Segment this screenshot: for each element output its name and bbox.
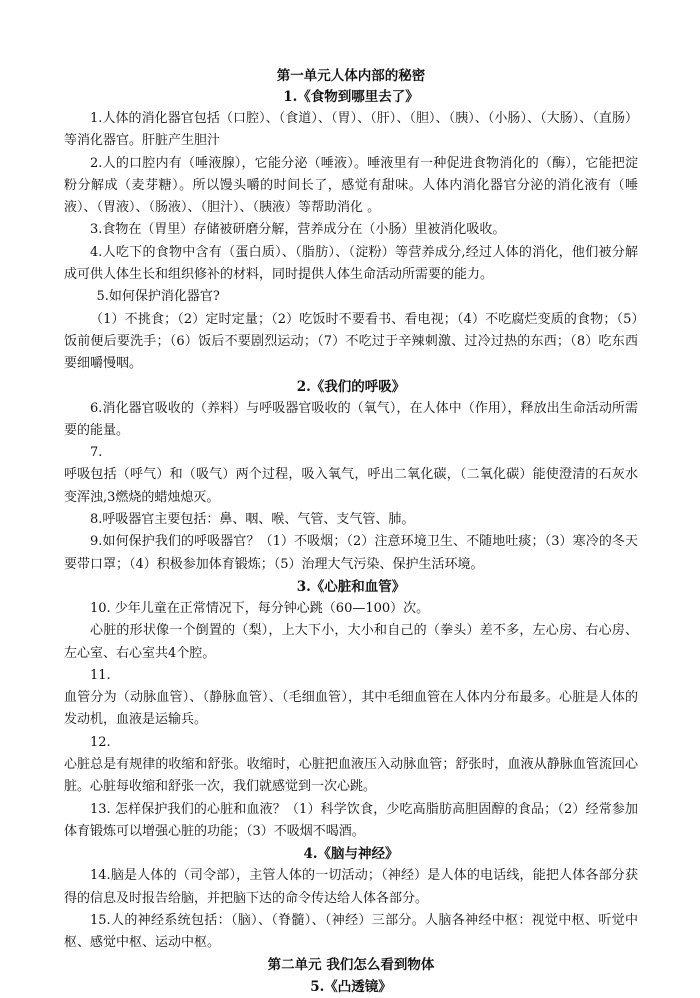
section-1-title: 1.《食物到哪里去了》 (283, 89, 419, 105)
item-12-number: 12. (90, 734, 111, 750)
item-1: 1.人体的消化器官包括（口腔）、（食道）、（胃）、（肝）、（胆）、（胰）、（小肠）、（大肠）、（直肠）等消化器官。肝脏产生胆汁 (64, 111, 638, 149)
unit-2-section-5-title: 5.《凸透镜》 (310, 979, 392, 996)
item-3: 3.食物在（胃里）存储被研磨分解，营养成分在（小肠）里被消化吸收。 (90, 222, 506, 238)
item-6: 6.消化器官吸收的（养料）与呼吸器官吸收的（氧气），在人体中（作用），释放出生命活动所需要的能量。 (64, 400, 638, 438)
item-11-number: 11. (90, 667, 111, 683)
section-4-title: 4.《脑与神经》 (303, 846, 399, 863)
unit-1-title: 第一单元人体内部的秘密 (276, 68, 426, 84)
item-10-heart-shape: 心脏的形状像一个倒置的（梨），上大下小，大小和自己的（拳头）差不多，左心房、右心房、左心室、右心室共4个腔。 (64, 623, 638, 661)
section-3-title: 3.《心脏和血管》 (296, 578, 406, 595)
item-11: 血管分为（动脉血管）、（静脉血管）、（毛细血管），其中毛细血管在人体内分布最多。心脏是人体的发动机，血液是运输兵。 (64, 690, 638, 728)
item-7-number: 7. (90, 445, 103, 461)
item-9: 9.如何保护我们的呼吸器官？（1）不吸烟；（2）注意环境卫生、不随地吐痰；（3）寒冷的冬天要带口罩；（4）积极参加体育锻炼；（5）治理大气污染、保护生活环境。 (64, 534, 638, 572)
section-2-title: 2.《我们的呼吸》 (296, 378, 406, 395)
item-8: 8.呼吸器官主要包括：鼻、咽、喉、气管、支气管、肺。 (90, 512, 415, 528)
item-14: 14.脑是人体的（司令部），主管人体的一切活动；（神经）是人体的电话线，能把人体各部分获得的信息及时报告给脑，并把脑下达的命令传达给人体各部分。 (64, 868, 638, 906)
unit-2-title: 第二单元 我们怎么看到物体 (267, 957, 435, 974)
item-2: 2.人的口腔内有（唾液腺），它能分泌（唾液）。唾液里有一种促进食物消化的（酶），它能把淀粉分解成（麦芽糖）。所以馒头嚼的时间长了，感觉有甜味。人体内消化器官分泌的消化液有（唾液）、（胃液）、（肠液）、（胆汁）、（胰液）等帮助消化 。 (64, 155, 638, 216)
item-15: 15.人的神经系统包括：（脑）、（脊髓）、（神经）三部分。人脑各神经中枢：视觉中枢、听觉中枢、感觉中枢、运动中枢。 (64, 912, 638, 951)
document-page (64, 66, 638, 998)
item-10: 10. 少年儿童在正常情况下，每分钟心跳（60—100）次。 (90, 600, 430, 616)
item-7: 呼吸包括（呼气）和（吸气）两个过程，吸入氧气，呼出二氧化碳，（二氧化碳）能使澄清的石灰水变浑浊,3燃烧的蜡烛熄灭。 (64, 467, 638, 505)
item-5-answer: （1）不挑食；（2）定时定量；（2）吃饭时不要看书、看电视；（4）不吃腐烂变质的食物；（5）饭前便后要洗手；（6）饭后不要剧烈运动；（7）不吃过于辛辣刺激、过冷过热的东西；（8）吃东西要细嚼慢咽。 (64, 311, 638, 372)
item-4: 4.人吃下的食物中含有（蛋白质）、（脂肪）、（淀粉）等营养成分,经过人体的消化，他们被分解成可供人体生长和组织修补的材料，同时提供人体生命活动所需要的能力。 (64, 244, 638, 283)
item-13: 13. 怎样保护我们的心脏和血液？（1）科学饮食，少吃高脂肪高胆固醇的食品；（2）经常参加体育锻炼可以增强心脏的功能；（3）不吸烟不喝酒。 (64, 801, 638, 839)
item-12: 心脏总是有规律的收缩和舒张。收缩时，心脏把血液压入动脉血管；舒张时，血液从静脉血管流回心脏。心脏每收缩和舒张一次，我们就感觉到一次心跳。 (64, 757, 638, 795)
item-5-question: 5.如何保护消化器官? (96, 289, 220, 305)
